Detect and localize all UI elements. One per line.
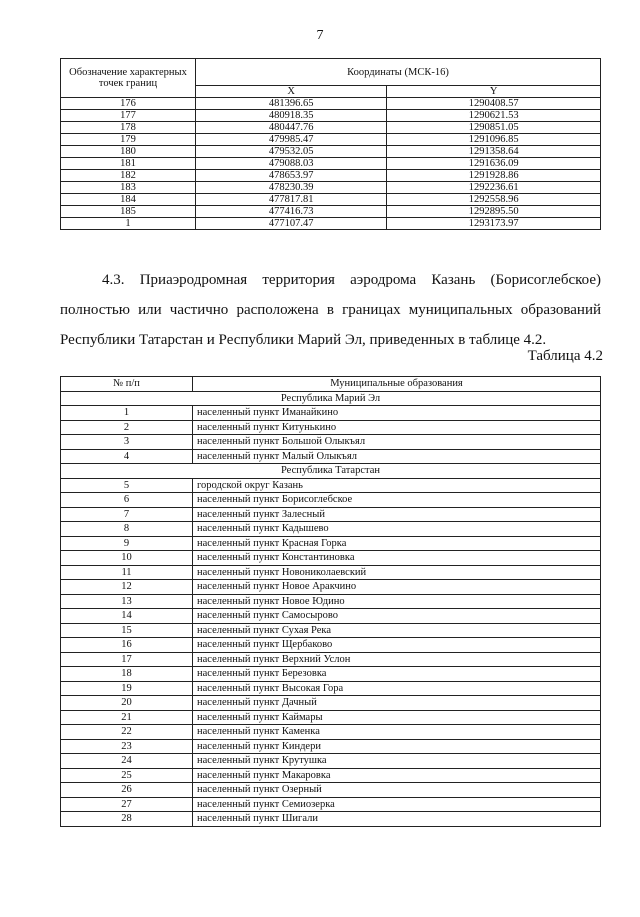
- municipality-row: [61, 783, 601, 798]
- municipality-row: [61, 493, 601, 508]
- municipality-number: 18: [61, 667, 193, 682]
- municipality-name: населенный пункт Иманайкино: [193, 406, 601, 421]
- coordinate-cell-point: 185: [61, 206, 196, 218]
- y-column-header: Y: [387, 86, 601, 98]
- municipality-row: [61, 652, 601, 667]
- coordinate-cell-point: 179: [61, 134, 196, 146]
- coordinate-cell-y: 1291928.86: [387, 170, 601, 182]
- municipality-number: 27: [61, 797, 193, 812]
- municipality-name: населенный пункт Кадышево: [193, 522, 601, 537]
- coordinate-cell-y: 1291358.64: [387, 146, 601, 158]
- municipality-row: [61, 710, 601, 725]
- coordinate-cell-point: 184: [61, 194, 196, 206]
- coordinate-row: [61, 122, 601, 134]
- municipalities-header-row: [61, 377, 601, 392]
- paragraph-line-1: 4.3. Приаэродромная территория аэродрома Казань (Борисоглебское): [102, 272, 601, 288]
- municipality-row: [61, 768, 601, 783]
- municipality-name: населенный пункт Самосырово: [193, 609, 601, 624]
- municipality-row: [61, 812, 601, 827]
- section-row: [61, 464, 601, 479]
- paragraph-line-3: Республики Татарстан и Республики Марий Эл, приведенных в таблице 4.2.: [60, 332, 547, 348]
- municipality-row: [61, 667, 601, 682]
- coordinate-cell-x: 480447.76: [196, 122, 387, 134]
- table-caption: Таблица 4.2: [527, 348, 603, 364]
- municipality-row: [61, 681, 601, 696]
- points-column-header: Обозначение характерных точек границ: [61, 59, 196, 98]
- coordinate-cell-x: 479088.03: [196, 158, 387, 170]
- coordinate-cell-y: 1292895.50: [387, 206, 601, 218]
- municipality-number: 10: [61, 551, 193, 566]
- municipality-row: [61, 420, 601, 435]
- municipality-number: 13: [61, 594, 193, 609]
- coordinate-cell-x: 477416.73: [196, 206, 387, 218]
- municipality-name: населенный пункт Семиозерка: [193, 797, 601, 812]
- municipality-row: [61, 435, 601, 450]
- municipality-name: населенный пункт Красная Горка: [193, 536, 601, 551]
- municipality-name: населенный пункт Каменка: [193, 725, 601, 740]
- municipality-number: 14: [61, 609, 193, 624]
- municipality-number: 1: [61, 406, 193, 421]
- page-number: 7: [316, 28, 324, 43]
- coordinate-cell-point: 180: [61, 146, 196, 158]
- coordinate-cell-x: 477817.81: [196, 194, 387, 206]
- coordinate-cell-x: 477107.47: [196, 218, 387, 230]
- coordinate-cell-x: 480918.35: [196, 110, 387, 122]
- municipality-name: городской округ Казань: [193, 478, 601, 493]
- municipality-name: населенный пункт Шигали: [193, 812, 601, 827]
- municipality-number: 16: [61, 638, 193, 653]
- municipality-number: 5: [61, 478, 193, 493]
- municipality-name: населенный пункт Верхний Услон: [193, 652, 601, 667]
- municipality-name: населенный пункт Константиновка: [193, 551, 601, 566]
- municipality-row: [61, 565, 601, 580]
- municipality-row: [61, 478, 601, 493]
- municipality-row: [61, 406, 601, 421]
- coordinate-cell-y: 1290621.53: [387, 110, 601, 122]
- paragraph-line-2: полностью или частично расположена в границах муниципальных образований: [60, 302, 601, 318]
- municipality-row: [61, 725, 601, 740]
- municipality-number: 12: [61, 580, 193, 595]
- municipality-name: населенный пункт Большой Олыкъял: [193, 435, 601, 450]
- municipality-name: населенный пункт Борисоглебское: [193, 493, 601, 508]
- municipality-number: 8: [61, 522, 193, 537]
- coordinate-cell-point: 183: [61, 182, 196, 194]
- coordinate-cell-y: 1291096.85: [387, 134, 601, 146]
- municipality-number: 19: [61, 681, 193, 696]
- municipality-name: населенный пункт Китунькино: [193, 420, 601, 435]
- municipality-name: населенный пункт Сухая Река: [193, 623, 601, 638]
- section-title: Республика Татарстан: [61, 464, 601, 479]
- coordinate-cell-y: 1290408.57: [387, 98, 601, 110]
- coordinate-cell-x: 478653.97: [196, 170, 387, 182]
- municipality-row: [61, 449, 601, 464]
- coordinate-cell-point: 1: [61, 218, 196, 230]
- municipality-row: [61, 551, 601, 566]
- coordinate-row: [61, 110, 601, 122]
- municipality-row: [61, 507, 601, 522]
- municipality-number: 15: [61, 623, 193, 638]
- municipality-name: населенный пункт Новониколаевский: [193, 565, 601, 580]
- municipality-row: [61, 609, 601, 624]
- municipality-number: 4: [61, 449, 193, 464]
- municipality-name: населенный пункт Макаровка: [193, 768, 601, 783]
- municipalities-table: [60, 376, 601, 827]
- coordinates-table: [60, 58, 601, 230]
- coordinate-cell-x: 479985.47: [196, 134, 387, 146]
- coordinates-table-body: [61, 98, 601, 230]
- municipality-number: 17: [61, 652, 193, 667]
- municipality-number: 21: [61, 710, 193, 725]
- municipality-row: [61, 580, 601, 595]
- municipality-name: населенный пункт Березовка: [193, 667, 601, 682]
- municipality-number: 2: [61, 420, 193, 435]
- municipality-row: [61, 754, 601, 769]
- coordinate-row: [61, 206, 601, 218]
- municipality-row: [61, 536, 601, 551]
- municipality-number: 7: [61, 507, 193, 522]
- coordinate-cell-y: 1291636.09: [387, 158, 601, 170]
- coordinate-cell-point: 177: [61, 110, 196, 122]
- municipalities-table-body: [61, 391, 601, 826]
- coordinate-row: [61, 134, 601, 146]
- municipality-number: 23: [61, 739, 193, 754]
- name-column-header: Муниципальные образования: [193, 377, 601, 392]
- municipality-number: 11: [61, 565, 193, 580]
- municipality-name: населенный пункт Высокая Гора: [193, 681, 601, 696]
- municipality-number: 26: [61, 783, 193, 798]
- municipality-number: 3: [61, 435, 193, 450]
- municipality-name: населенный пункт Крутушка: [193, 754, 601, 769]
- municipality-name: населенный пункт Щербаково: [193, 638, 601, 653]
- coordinate-row: [61, 146, 601, 158]
- municipality-name: населенный пункт Малый Олыкъял: [193, 449, 601, 464]
- municipality-name: населенный пункт Новое Юдино: [193, 594, 601, 609]
- number-column-header: № п/п: [61, 377, 193, 392]
- municipality-row: [61, 594, 601, 609]
- x-column-header: X: [196, 86, 387, 98]
- coordinate-cell-y: 1293173.97: [387, 218, 601, 230]
- municipality-number: 6: [61, 493, 193, 508]
- coordinate-row: [61, 218, 601, 230]
- section-row: [61, 391, 601, 406]
- coordinate-cell-x: 479532.05: [196, 146, 387, 158]
- municipality-row: [61, 797, 601, 812]
- municipality-name: населенный пункт Киндери: [193, 739, 601, 754]
- municipality-name: населенный пункт Озерный: [193, 783, 601, 798]
- coordinate-cell-point: 182: [61, 170, 196, 182]
- municipality-number: 22: [61, 725, 193, 740]
- municipality-row: [61, 522, 601, 537]
- municipality-number: 20: [61, 696, 193, 711]
- coordinate-cell-point: 176: [61, 98, 196, 110]
- coordinates-header-row: [61, 59, 601, 86]
- municipality-number: 25: [61, 768, 193, 783]
- coordinate-row: [61, 170, 601, 182]
- municipality-number: 9: [61, 536, 193, 551]
- municipality-row: [61, 739, 601, 754]
- coordinate-cell-point: 181: [61, 158, 196, 170]
- coordinate-cell-y: 1292558.96: [387, 194, 601, 206]
- coordinate-row: [61, 98, 601, 110]
- municipality-row: [61, 623, 601, 638]
- coordinate-cell-x: 481396.65: [196, 98, 387, 110]
- municipality-row: [61, 696, 601, 711]
- coordinate-cell-y: 1290851.05: [387, 122, 601, 134]
- section-paragraph: [60, 265, 601, 355]
- municipality-name: населенный пункт Новое Аракчино: [193, 580, 601, 595]
- municipality-number: 24: [61, 754, 193, 769]
- coordinate-cell-point: 178: [61, 122, 196, 134]
- coordinate-row: [61, 194, 601, 206]
- municipality-name: населенный пункт Дачный: [193, 696, 601, 711]
- municipality-name: населенный пункт Каймары: [193, 710, 601, 725]
- section-title: Республика Марий Эл: [61, 391, 601, 406]
- municipality-number: 28: [61, 812, 193, 827]
- coordinate-cell-y: 1292236.61: [387, 182, 601, 194]
- coordinate-cell-x: 478230.39: [196, 182, 387, 194]
- coordinates-column-header: Координаты (МСК-16): [196, 59, 601, 86]
- coordinate-row: [61, 158, 601, 170]
- municipality-name: населенный пункт Залесный: [193, 507, 601, 522]
- municipality-row: [61, 638, 601, 653]
- coordinate-row: [61, 182, 601, 194]
